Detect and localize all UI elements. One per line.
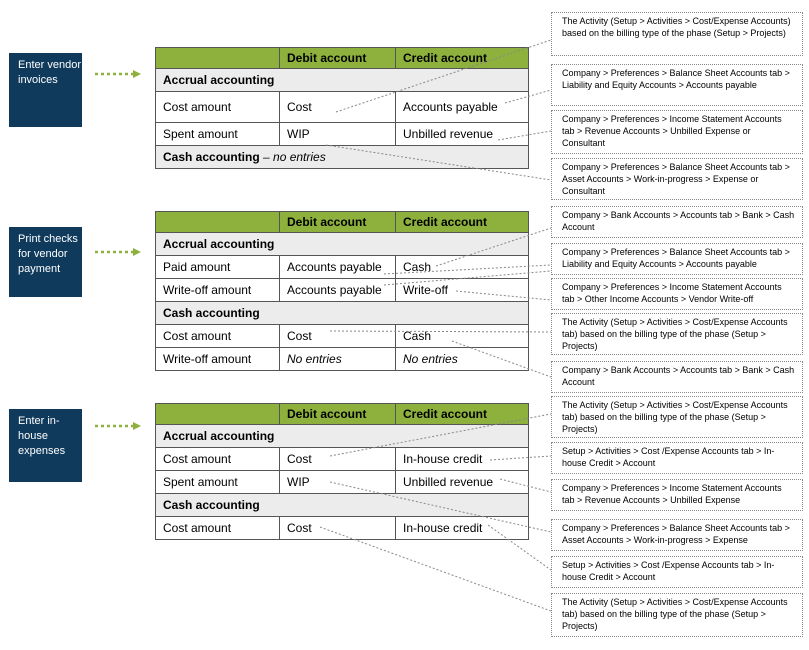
section-accrual: Accrual accounting — [156, 233, 529, 256]
debit-cell: WIP — [280, 471, 396, 494]
debit-cell: WIP — [280, 123, 396, 146]
debit-cell: Cost — [280, 325, 396, 348]
header-credit: Credit account — [396, 212, 529, 233]
debit-cell: Cost — [280, 517, 396, 540]
credit-cell: No entries — [396, 348, 529, 371]
note-13: Company > Preferences > Balance Sheet Accounts tab > Asset Accounts > Work-in-progress > Expense — [551, 519, 803, 551]
note-9: Company > Bank Accounts > Accounts tab > Bank > Cash Account — [551, 361, 803, 393]
note-7: Company > Preferences > Income Statement Accounts tab > Other Income Accounts > Vendor Write-off — [551, 278, 803, 310]
row-label: Cost amount — [156, 325, 280, 348]
note-2: Company > Preferences > Balance Sheet Accounts tab > Liability and Equity Accounts > Accounts payable — [551, 64, 803, 106]
header-debit: Debit account — [280, 48, 396, 69]
note-12: Company > Preferences > Income Statement Accounts tab > Revenue Accounts > Unbilled Expense — [551, 479, 803, 511]
credit-cell: Cash — [396, 256, 529, 279]
row-label: Cost amount — [156, 517, 280, 540]
process-print-checks: Print checks for vendor payment — [9, 227, 82, 297]
row-label: Cost amount — [156, 92, 280, 123]
note-11: Setup > Activities > Cost /Expense Accounts tab > In-house Credit > Account — [551, 442, 803, 474]
note-10: The Activity (Setup > Activities > Cost/Expense Accounts tab) based on the billing type of the phase (Setup > Projects) — [551, 396, 803, 438]
note-4: Company > Preferences > Balance Sheet Accounts tab > Asset Accounts > Work-in-progress > Expense or Consultant — [551, 158, 803, 200]
process-enter-inhouse-expenses: Enter in-house expenses — [9, 409, 82, 482]
header-credit: Credit account — [396, 404, 529, 425]
note-1: The Activity (Setup > Activities > Cost/Expense Accounts) based on the billing type of the phase (Setup > Projects) — [551, 12, 803, 56]
section-accrual: Accrual accounting — [156, 69, 529, 92]
note-3: Company > Preferences > Income Statement Accounts tab > Revenue Accounts > Unbilled Expense or Consultant — [551, 110, 803, 154]
credit-cell: In-house credit — [396, 517, 529, 540]
section-accrual: Accrual accounting — [156, 425, 529, 448]
credit-cell: Cash — [396, 325, 529, 348]
debit-cell: No entries — [280, 348, 396, 371]
credit-cell: Accounts payable — [396, 92, 529, 123]
section-cash: Cash accounting — [156, 302, 529, 325]
header-debit: Debit account — [280, 212, 396, 233]
note-5: Company > Bank Accounts > Accounts tab > Bank > Cash Account — [551, 206, 803, 238]
credit-cell: In-house credit — [396, 448, 529, 471]
section-cash-label: Cash accounting — [163, 150, 260, 164]
credit-cell: Unbilled revenue — [396, 123, 529, 146]
note-14: Setup > Activities > Cost /Expense Accounts tab > In-house Credit > Account — [551, 556, 803, 588]
header-credit: Credit account — [396, 48, 529, 69]
debit-cell: Accounts payable — [280, 279, 396, 302]
credit-cell: Unbilled revenue — [396, 471, 529, 494]
row-label: Write-off amount — [156, 348, 280, 371]
note-8: The Activity (Setup > Activities > Cost/Expense Accounts tab) based on the billing type of the phase (Setup > Projects) — [551, 313, 803, 355]
row-label: Cost amount — [156, 448, 280, 471]
credit-cell: Write-off — [396, 279, 529, 302]
debit-cell: Cost — [280, 92, 396, 123]
process-enter-vendor-invoices: Enter vendor invoices — [9, 53, 82, 127]
debit-cell: Cost — [280, 448, 396, 471]
row-label: Write-off amount — [156, 279, 280, 302]
note-15: The Activity (Setup > Activities > Cost/Expense Accounts tab) based on the billing type of the phase (Setup > Projects) — [551, 593, 803, 637]
section-cash: Cash accounting — [156, 494, 529, 517]
note-6: Company > Preferences > Balance Sheet Accounts tab > Liability and Equity Accounts > Accounts payable — [551, 243, 803, 275]
row-label: Paid amount — [156, 256, 280, 279]
header-debit: Debit account — [280, 404, 396, 425]
row-label: Spent amount — [156, 471, 280, 494]
row-label: Spent amount — [156, 123, 280, 146]
section-cash-suffix: – no entries — [259, 150, 326, 164]
debit-cell: Accounts payable — [280, 256, 396, 279]
